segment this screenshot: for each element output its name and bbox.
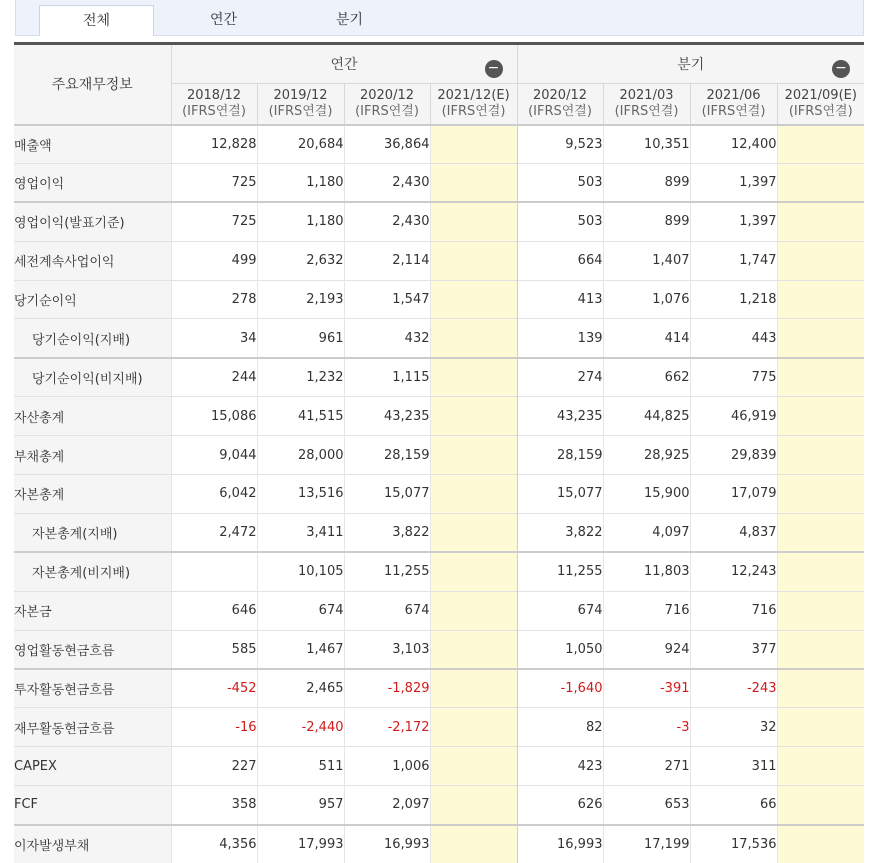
- value-cell: 2,097: [344, 786, 430, 825]
- value-cell: 6,042: [171, 475, 257, 514]
- value-cell: 432: [344, 319, 430, 358]
- value-cell: 1,547: [344, 280, 430, 319]
- row-label: 당기순이익(지배): [14, 319, 171, 358]
- estimate-cell: [430, 825, 517, 863]
- estimate-cell: [777, 475, 864, 514]
- tab-annual[interactable]: 연간: [209, 12, 238, 28]
- estimate-cell: [430, 241, 517, 280]
- table-row: [14, 475, 864, 514]
- period-basis: (IFRS연결): [614, 103, 679, 119]
- value-cell: 66: [690, 786, 777, 825]
- table-row: [14, 630, 864, 669]
- value-cell: 28,925: [603, 436, 690, 475]
- value-cell: 34: [171, 319, 257, 358]
- value-cell: 41,515: [257, 397, 344, 436]
- period-basis: (IFRS연결): [355, 103, 419, 119]
- group-label: 분기: [677, 57, 705, 73]
- period-header: [777, 84, 864, 125]
- value-cell: 10,351: [603, 125, 690, 164]
- value-cell: 17,993: [257, 825, 344, 863]
- value-cell: 957: [257, 786, 344, 825]
- group-label: 연간: [330, 57, 358, 73]
- period-header: [517, 84, 603, 125]
- value-cell: 20,684: [257, 125, 344, 164]
- value-cell: 2,430: [344, 202, 430, 241]
- value-cell: 1,076: [603, 280, 690, 319]
- minus-circle-icon[interactable]: −: [485, 60, 503, 78]
- value-cell: 646: [171, 591, 257, 630]
- value-cell: 443: [690, 319, 777, 358]
- value-cell: 499: [171, 241, 257, 280]
- table-row: [14, 708, 864, 747]
- row-label: 자본총계: [14, 475, 171, 514]
- value-cell: 924: [603, 630, 690, 669]
- value-cell: 227: [171, 747, 257, 786]
- period-basis: (IFRS연결): [701, 103, 766, 119]
- value-cell: 274: [517, 358, 603, 397]
- value-cell: 16,993: [344, 825, 430, 863]
- row-label: 영업활동현금흐름: [14, 630, 171, 669]
- table-row: [14, 319, 864, 358]
- group-header-annual: [171, 44, 517, 84]
- row-label: 당기순이익: [14, 280, 171, 319]
- value-cell: 626: [517, 786, 603, 825]
- period-date: 2018/12: [186, 87, 241, 103]
- value-cell: 1,050: [517, 630, 603, 669]
- value-cell: 503: [517, 163, 603, 202]
- estimate-cell: [777, 163, 864, 202]
- value-cell: 775: [690, 358, 777, 397]
- value-cell: 278: [171, 280, 257, 319]
- row-label: FCF: [14, 786, 171, 825]
- value-cell: 358: [171, 786, 257, 825]
- estimate-cell: [777, 591, 864, 630]
- table-row: [14, 125, 864, 164]
- value-cell: -2,440: [257, 708, 344, 747]
- value-cell: 12,828: [171, 125, 257, 164]
- value-cell: 15,900: [603, 475, 690, 514]
- value-cell: 13,516: [257, 475, 344, 514]
- period-header: [430, 84, 517, 125]
- table-row: [14, 591, 864, 630]
- value-cell: 17,199: [603, 825, 690, 863]
- value-cell: -243: [690, 669, 777, 708]
- value-cell: 11,803: [603, 552, 690, 591]
- value-cell: 503: [517, 202, 603, 241]
- value-cell: -1,829: [344, 669, 430, 708]
- period-basis: (IFRS연결): [268, 103, 333, 119]
- value-cell: 44,825: [603, 397, 690, 436]
- value-cell: 32: [690, 708, 777, 747]
- estimate-cell: [777, 669, 864, 708]
- value-cell: 3,822: [517, 513, 603, 552]
- value-cell: 43,235: [517, 397, 603, 436]
- value-cell: 664: [517, 241, 603, 280]
- estimate-cell: [777, 319, 864, 358]
- estimate-cell: [430, 747, 517, 786]
- value-cell: 1,180: [257, 163, 344, 202]
- period-date: 2021/09(E): [784, 87, 857, 103]
- financial-table: [14, 42, 864, 863]
- estimate-cell: [777, 630, 864, 669]
- estimate-cell: [430, 163, 517, 202]
- row-label: 이자발생부채: [14, 825, 171, 863]
- value-cell: 12,243: [690, 552, 777, 591]
- value-cell: 899: [603, 163, 690, 202]
- estimate-cell: [430, 552, 517, 591]
- value-cell: -452: [171, 669, 257, 708]
- value-cell: 511: [257, 747, 344, 786]
- table-row: [14, 786, 864, 825]
- period-date: 2021/03: [619, 87, 674, 103]
- period-basis: (IFRS연결): [441, 103, 506, 119]
- estimate-cell: [777, 202, 864, 241]
- period-header: [257, 84, 344, 125]
- period-date: 2021/12(E): [437, 87, 510, 103]
- value-cell: 585: [171, 630, 257, 669]
- value-cell: 1,397: [690, 163, 777, 202]
- row-label: 영업이익(발표기준): [14, 202, 171, 241]
- value-cell: 2,465: [257, 669, 344, 708]
- period-header: [603, 84, 690, 125]
- value-cell: 4,097: [603, 513, 690, 552]
- period-basis: (IFRS연결): [182, 103, 246, 119]
- estimate-cell: [430, 436, 517, 475]
- value-cell: 653: [603, 786, 690, 825]
- row-label: 자본총계(비지배): [14, 552, 171, 591]
- row-label: 자산총계: [14, 397, 171, 436]
- value-cell: 43,235: [344, 397, 430, 436]
- table-row: [14, 241, 864, 280]
- estimate-cell: [777, 708, 864, 747]
- value-cell: 2,632: [257, 241, 344, 280]
- estimate-cell: [430, 202, 517, 241]
- table-row: [14, 825, 864, 863]
- estimate-cell: [777, 786, 864, 825]
- value-cell: -391: [603, 669, 690, 708]
- table-row: [14, 202, 864, 241]
- value-cell: 1,006: [344, 747, 430, 786]
- tab-bar: [15, 0, 864, 36]
- value-cell: 1,467: [257, 630, 344, 669]
- estimate-cell: [430, 786, 517, 825]
- table-row: [14, 280, 864, 319]
- value-cell: 11,255: [344, 552, 430, 591]
- estimate-cell: [430, 397, 517, 436]
- period-header: [344, 84, 430, 125]
- table-row: [14, 669, 864, 708]
- row-label: 부채총계: [14, 436, 171, 475]
- value-cell: 377: [690, 630, 777, 669]
- estimate-cell: [777, 552, 864, 591]
- value-cell: [171, 552, 257, 591]
- tab-all[interactable]: 전체: [39, 5, 154, 36]
- row-label: 매출액: [14, 125, 171, 164]
- period-basis: (IFRS연결): [528, 103, 592, 119]
- value-cell: 4,837: [690, 513, 777, 552]
- row-label: 재무활동현금흐름: [14, 708, 171, 747]
- estimate-cell: [777, 358, 864, 397]
- value-cell: 12,400: [690, 125, 777, 164]
- estimate-cell: [430, 513, 517, 552]
- estimate-cell: [430, 669, 517, 708]
- value-cell: 36,864: [344, 125, 430, 164]
- estimate-cell: [777, 241, 864, 280]
- group-header-quarterly: [517, 44, 864, 84]
- value-cell: 9,044: [171, 436, 257, 475]
- value-cell: 1,407: [603, 241, 690, 280]
- value-cell: 2,193: [257, 280, 344, 319]
- value-cell: 17,079: [690, 475, 777, 514]
- value-cell: 2,430: [344, 163, 430, 202]
- value-cell: 423: [517, 747, 603, 786]
- value-cell: 16,993: [517, 825, 603, 863]
- period-date: 2019/12: [273, 87, 328, 103]
- corner-label: 주요재무정보: [14, 44, 171, 125]
- value-cell: 3,103: [344, 630, 430, 669]
- value-cell: 3,822: [344, 513, 430, 552]
- value-cell: 725: [171, 202, 257, 241]
- table-row: [14, 436, 864, 475]
- estimate-cell: [430, 280, 517, 319]
- period-basis: (IFRS연결): [788, 103, 853, 119]
- value-cell: 674: [517, 591, 603, 630]
- value-cell: 716: [603, 591, 690, 630]
- value-cell: 674: [344, 591, 430, 630]
- estimate-cell: [430, 630, 517, 669]
- value-cell: 1,218: [690, 280, 777, 319]
- value-cell: 899: [603, 202, 690, 241]
- estimate-cell: [430, 708, 517, 747]
- period-date: 2021/06: [706, 87, 761, 103]
- value-cell: 139: [517, 319, 603, 358]
- value-cell: 4,356: [171, 825, 257, 863]
- row-label: 자본금: [14, 591, 171, 630]
- value-cell: 46,919: [690, 397, 777, 436]
- value-cell: 2,114: [344, 241, 430, 280]
- estimate-cell: [430, 125, 517, 164]
- row-label: 세전계속사업이익: [14, 241, 171, 280]
- value-cell: -1,640: [517, 669, 603, 708]
- table-row: [14, 513, 864, 552]
- estimate-cell: [430, 358, 517, 397]
- value-cell: -2,172: [344, 708, 430, 747]
- table-row: [14, 552, 864, 591]
- table-row: [14, 397, 864, 436]
- estimate-cell: [777, 747, 864, 786]
- value-cell: 1,115: [344, 358, 430, 397]
- minus-circle-icon[interactable]: −: [832, 60, 850, 78]
- value-cell: 1,180: [257, 202, 344, 241]
- row-label: 영업이익: [14, 163, 171, 202]
- value-cell: 29,839: [690, 436, 777, 475]
- estimate-cell: [777, 125, 864, 164]
- row-label: CAPEX: [14, 747, 171, 786]
- value-cell: 15,086: [171, 397, 257, 436]
- value-cell: 725: [171, 163, 257, 202]
- value-cell: 1,232: [257, 358, 344, 397]
- estimate-cell: [430, 475, 517, 514]
- value-cell: 716: [690, 591, 777, 630]
- row-label: 자본총계(지배): [14, 513, 171, 552]
- value-cell: 82: [517, 708, 603, 747]
- estimate-cell: [777, 397, 864, 436]
- value-cell: 3,411: [257, 513, 344, 552]
- table-row: [14, 163, 864, 202]
- value-cell: -16: [171, 708, 257, 747]
- value-cell: 15,077: [517, 475, 603, 514]
- period-header: [171, 84, 257, 125]
- value-cell: 28,000: [257, 436, 344, 475]
- value-cell: 674: [257, 591, 344, 630]
- estimate-cell: [777, 436, 864, 475]
- value-cell: 1,747: [690, 241, 777, 280]
- value-cell: 244: [171, 358, 257, 397]
- value-cell: 9,523: [517, 125, 603, 164]
- value-cell: 271: [603, 747, 690, 786]
- value-cell: 11,255: [517, 552, 603, 591]
- value-cell: -3: [603, 708, 690, 747]
- value-cell: 15,077: [344, 475, 430, 514]
- row-label: 당기순이익(비지배): [14, 358, 171, 397]
- tab-quarterly[interactable]: 분기: [335, 12, 364, 28]
- estimate-cell: [430, 319, 517, 358]
- value-cell: 17,536: [690, 825, 777, 863]
- value-cell: 28,159: [344, 436, 430, 475]
- row-label: 투자활동현금흐름: [14, 669, 171, 708]
- value-cell: 28,159: [517, 436, 603, 475]
- value-cell: 413: [517, 280, 603, 319]
- value-cell: 311: [690, 747, 777, 786]
- table-row: [14, 358, 864, 397]
- value-cell: 662: [603, 358, 690, 397]
- period-date: 2020/12: [532, 87, 587, 103]
- value-cell: 2,472: [171, 513, 257, 552]
- period-header: [690, 84, 777, 125]
- estimate-cell: [777, 513, 864, 552]
- value-cell: 1,397: [690, 202, 777, 241]
- estimate-cell: [777, 280, 864, 319]
- table-row: [14, 747, 864, 786]
- estimate-cell: [430, 591, 517, 630]
- value-cell: 961: [257, 319, 344, 358]
- estimate-cell: [777, 825, 864, 863]
- value-cell: 10,105: [257, 552, 344, 591]
- value-cell: 414: [603, 319, 690, 358]
- period-date: 2020/12: [359, 87, 414, 103]
